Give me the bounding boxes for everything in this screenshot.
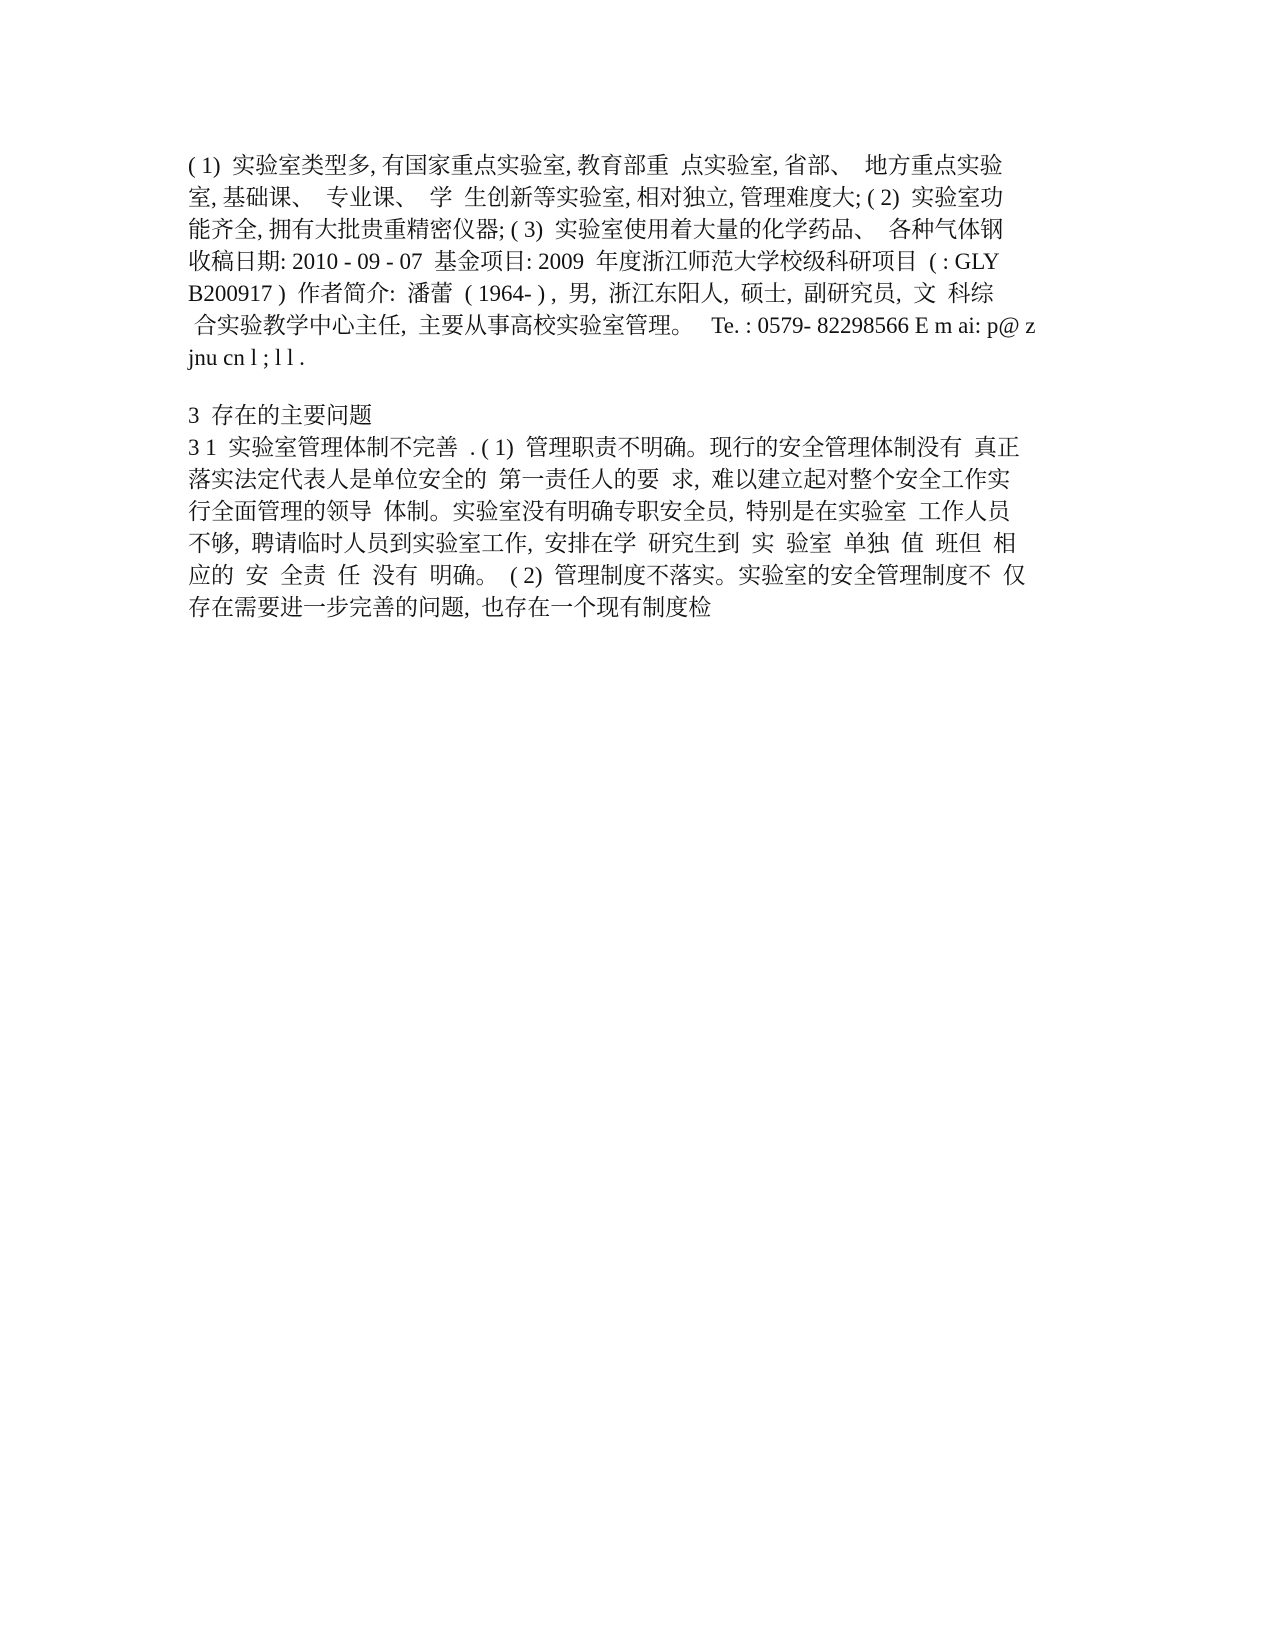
text-line: 3 1 实验室管理体制不完善 . ( 1) 管理职责不明确。现行的安全管理体制没有 真正 bbox=[188, 435, 1020, 460]
intro-paragraph bbox=[188, 150, 1098, 374]
text-line: 存在需要进一步完善的问题, 也存在一个现有制度检 bbox=[188, 595, 712, 620]
text-line: 室, 基础课、 专业课、 学 生创新等实验室, 相对独立, 管理难度大; ( 2) 实验室功 bbox=[188, 185, 1004, 210]
footnote-line: 合实验教学中心主任, 主要从事高校实验室管理。 Te. : 0579- 82298566 E m ai: p@ z bbox=[188, 313, 1036, 338]
footnote-line: 收稿日期: 2010 - 09 - 07 基金项目: 2009 年度浙江师范大学校级科研项目 ( : GLY bbox=[188, 249, 1000, 274]
text-line: 不够, 聘请临时人员到实验室工作, 安排在学 研究生到 实 验室 单独 值 班但 相 bbox=[188, 531, 1016, 556]
footnote-line: jnu cn l ; l l . bbox=[188, 345, 305, 370]
section-heading: 3 存在的主要问题 bbox=[188, 403, 372, 428]
text-line: 能齐全, 拥有大批贵重精密仪器; ( 3) 实验室使用着大量的化学药品、 各种气体钢 bbox=[188, 217, 1004, 242]
text-line: 落实法定代表人是单位安全的 第一责任人的要 求, 难以建立起对整个安全工作实 bbox=[188, 467, 1011, 492]
text-line: ( 1) 实验室类型多, 有国家重点实验室, 教育部重 点实验室, 省部、 地方重点实验 bbox=[188, 153, 1003, 178]
text-line: 行全面管理的领导 体制。实验室没有明确专职安全员, 特别是在实验室 工作人员 bbox=[188, 499, 1011, 524]
section-3 bbox=[188, 400, 1098, 624]
footnote-line: B200917 ) 作者简介: 潘蕾 ( 1964- ) , 男, 浙江东阳人, 硕士, 副研究员, 文 科综 bbox=[188, 281, 994, 306]
text-line: 应的 安 全责 任 没有 明确。 ( 2) 管理制度不落实。实验室的安全管理制度不 仅 bbox=[188, 563, 1026, 588]
